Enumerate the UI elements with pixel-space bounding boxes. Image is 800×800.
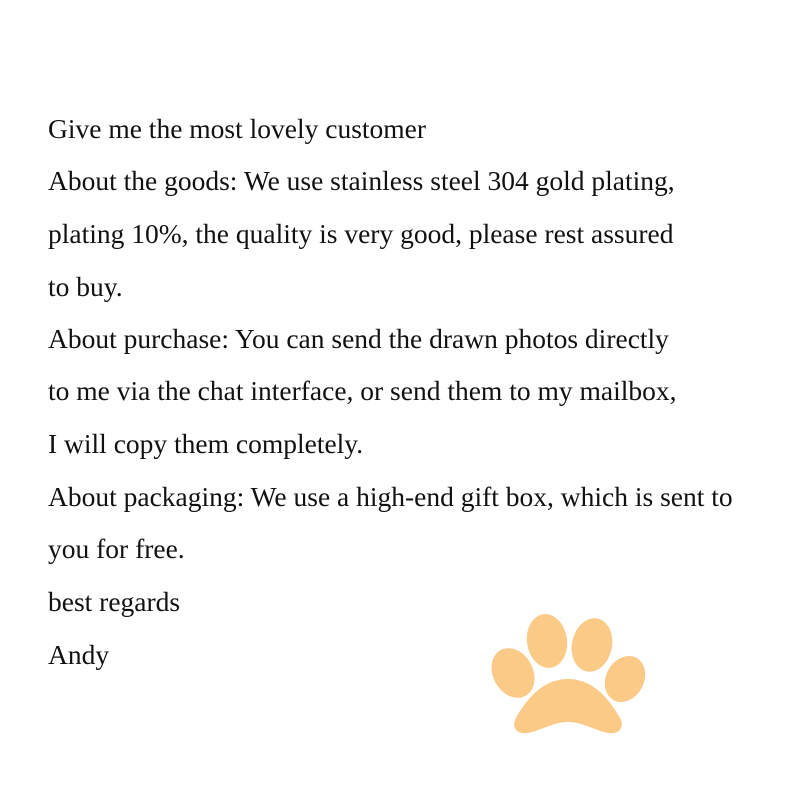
signature-name: Andy (48, 639, 110, 670)
greeting-line: Give me the most lovely customer (48, 113, 427, 144)
closing-line: best regards (48, 586, 181, 617)
goods-line-1: About the goods: We use stainless steel 304 gold plating, (48, 165, 675, 196)
goods-line-3: to buy. (48, 271, 123, 302)
packaging-line-2: you for free. (48, 533, 185, 564)
paw-print-icon (486, 612, 650, 736)
purchase-line-1: About purchase: You can send the drawn photos directly (48, 323, 669, 354)
packaging-line-1: About packaging: We use a high-end gift box, which is sent to (48, 481, 733, 512)
purchase-line-2: to me via the chat interface, or send them to my mailbox, (48, 375, 677, 406)
purchase-line-3: I will copy them completely. (48, 428, 364, 459)
goods-line-2: plating 10%, the quality is very good, please rest assured (48, 218, 674, 249)
